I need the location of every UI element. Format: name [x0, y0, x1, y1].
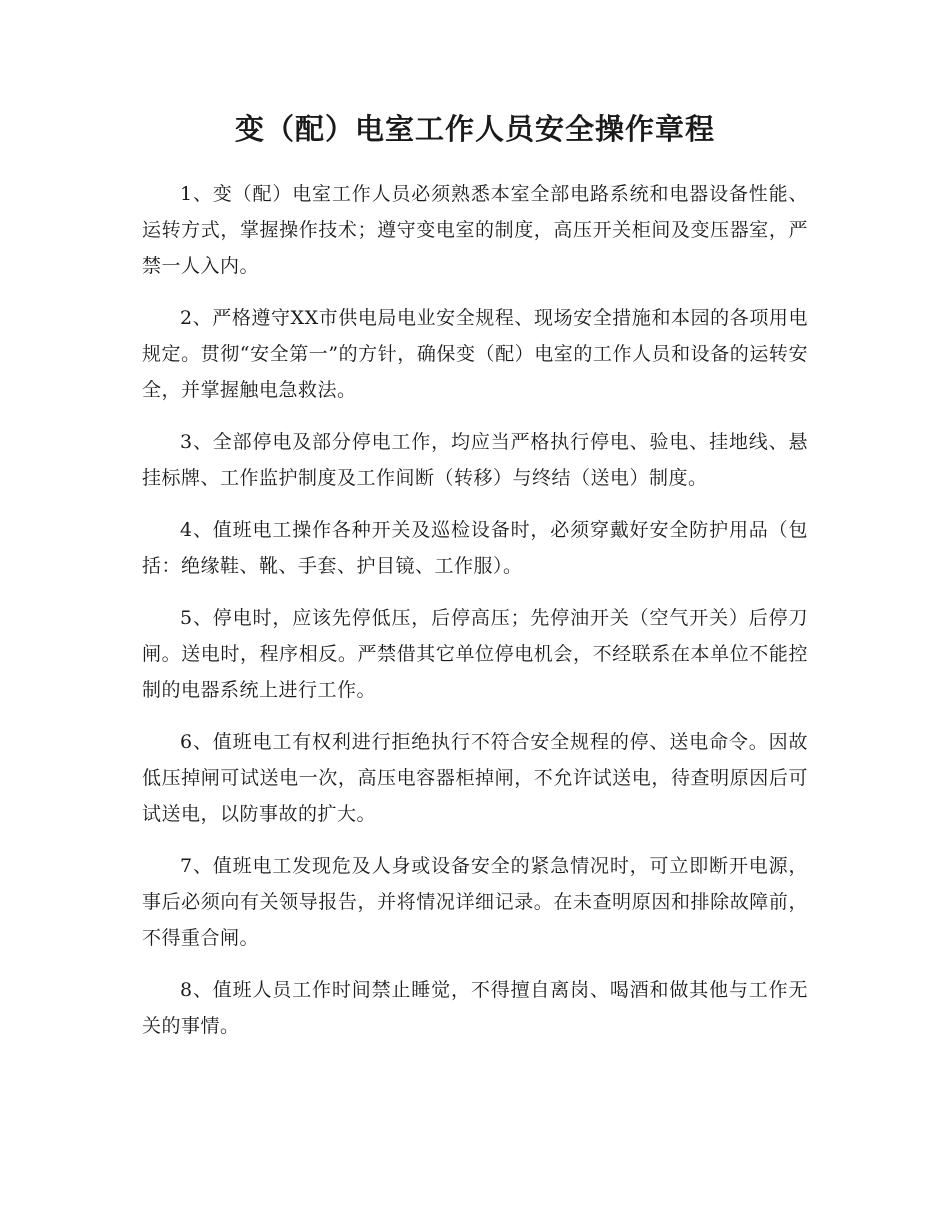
clause-2: 2、严格遵守XX市供电局电业安全规程、现场安全措施和本园的各项用电规定。贯彻“安全第一”的方针，确保变（配）电室的工作人员和设备的运转安全，并掌握触电急救法。	[142, 307, 808, 401]
clause-1: 1、变（配）电室工作人员必须熟悉本室全部电路系统和电器设备性能、运转方式，掌握操作技术；遵守变电室的制度，高压开关柜间及变压器室，严禁一人入内。	[142, 183, 808, 277]
clause-5: 5、停电时，应该先停低压，后停高压；先停油开关（空气开关）后停刀闸。送电时，程序相反。严禁借其它单位停电机会，不经联系在本单位不能控制的电器系统上进行工作。	[142, 607, 808, 701]
clause-7: 7、值班电工发现危及人身或设备安全的紧急情况时，可立即断开电源，事后必须向有关领导报告，并将情况详细记录。在未查明原因和排除故障前，不得重合闸。	[142, 855, 808, 949]
document-title: 变（配）电室工作人员安全操作章程	[234, 112, 715, 146]
clause-8: 8、值班人员工作时间禁止睡觉，不得擅自离岗、喝酒和做其他与工作无关的事情。	[142, 979, 808, 1037]
clause-3: 3、全部停电及部分停电工作，均应当严格执行停电、验电、挂地线、悬挂标牌、工作监护制度及工作间断（转移）与终结（送电）制度。	[142, 431, 808, 489]
clause-4: 4、值班电工操作各种开关及巡检设备时，必须穿戴好安全防护用品（包括：绝缘鞋、靴、手套、护目镜、工作服）。	[142, 519, 808, 577]
clause-6: 6、值班电工有权利进行拒绝执行不符合安全规程的停、送电命令。因故低压掉闸可试送电一次，高压电容器柜掉闸，不允许试送电，待查明原因后可试送电，以防事故的扩大。	[142, 731, 808, 825]
